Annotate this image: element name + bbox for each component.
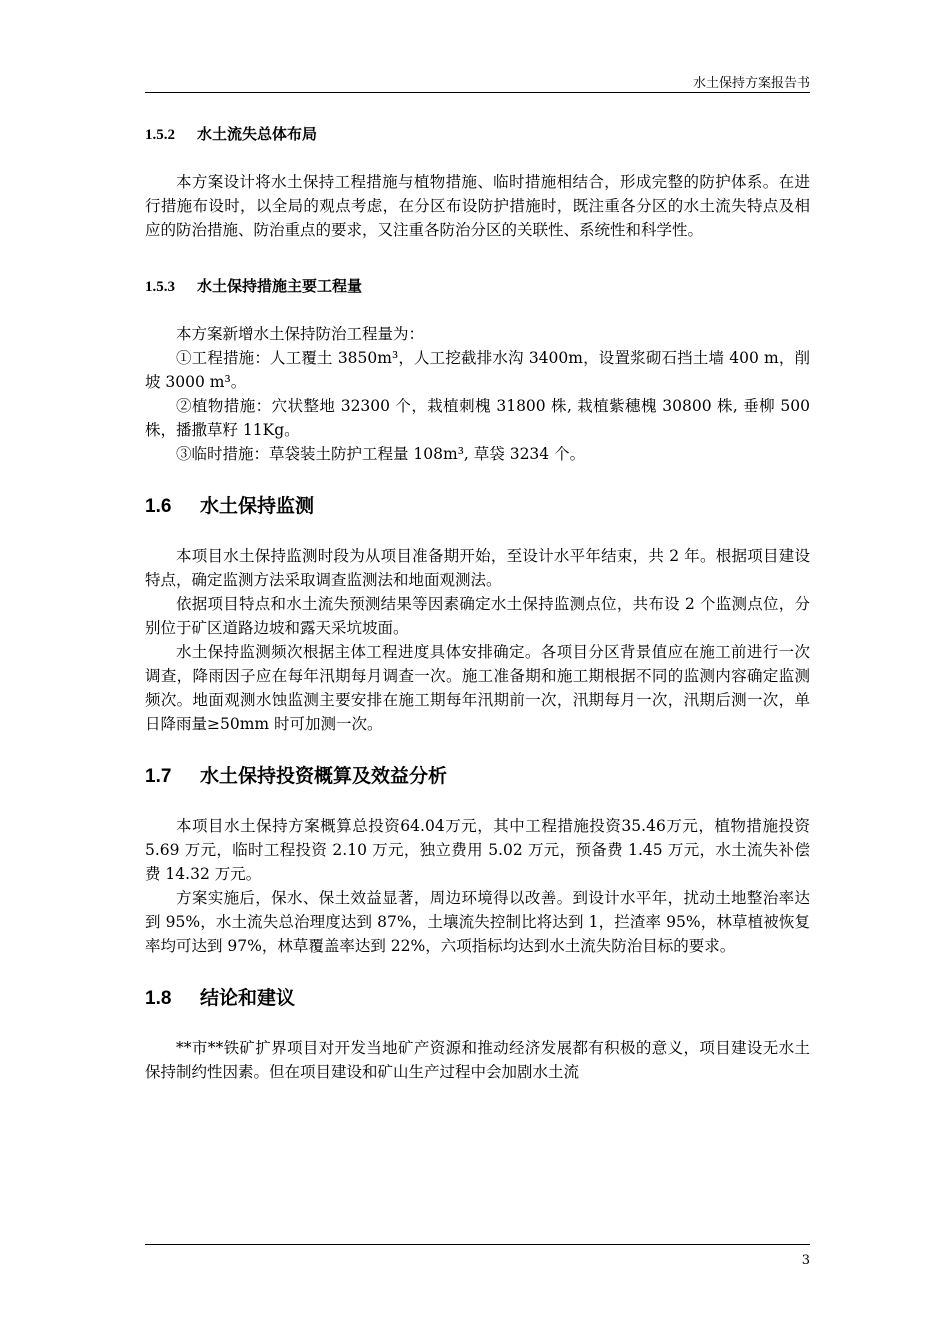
heading-number: 1.7: [145, 766, 172, 787]
page-number: 3: [801, 1253, 810, 1268]
heading-title: 水土流失总体布局: [197, 125, 318, 143]
document-body: [145, 120, 810, 1084]
paragraph: 水土保持监测频次根据主体工程进度具体安排确定。各项目分区背景值应在施工前进行一次调查，降雨因子应在每年汛期每月调查一次。施工准备期和施工期根据不同的监测内容确定监测频次。地面观测水蚀监测主要安排在施工期每年汛期前一次，汛期每月一次，汛期后测一次，单日降雨量≥50mm 时可加测一次。: [145, 643, 810, 733]
heading-1-7: [145, 762, 810, 792]
paragraph: 方案实施后，保水、保土效益显著，周边环境得以改善。到设计水平年，扰动土地整治率达到 95%，水土流失总治理度达到 87%，土壤流失控制比将达到 1，拦渣率 95%，林草植被恢复率均可达到 97%，林草覆盖率达到 22%，六项指标均达到水土流失防治目标的要求。: [145, 889, 810, 955]
heading-title: 水土保持投资概算及效益分析: [200, 766, 448, 787]
list-item: ①工程措施：人工覆土 3850m³，人工挖截排水沟 3400m，设置浆砌石挡土墙 400 m，削坡 3000 m³。: [145, 349, 810, 391]
heading-number: 1.5.3: [145, 279, 175, 295]
page-header: [145, 70, 810, 93]
paragraph: 本项目水土保持监测时段为从项目准备期开始，至设计水平年结束，共 2 年。根据项目建设特点，确定监测方法采取调查监测法和地面观测法。: [145, 547, 810, 589]
heading-1-5-2: [145, 120, 810, 148]
header-title: 水土保持方案报告书: [692, 76, 810, 91]
heading-1-5-3: [145, 272, 810, 300]
heading-number: 1.6: [145, 496, 172, 517]
paragraph: 本项目水土保持方案概算总投资64.04万元，其中工程措施投资35.46万元，植物措施投资 5.69 万元，临时工程投资 2.10 万元，独立费用 5.02 万元，预备费 1.45 万元，水土流失补偿费 14.32 万元。: [145, 817, 810, 883]
paragraph: 本方案新增水土保持防治工程量为：: [176, 325, 425, 343]
heading-title: 结论和建议: [200, 988, 296, 1009]
heading-title: 水土保持监测: [200, 496, 315, 517]
heading-1-6: [145, 492, 810, 522]
heading-number: 1.5.2: [145, 127, 175, 143]
heading-number: 1.8: [145, 988, 172, 1009]
page-footer: [145, 1244, 810, 1268]
paragraph: **市**铁矿扩界项目对开发当地矿产资源和推动经济发展都有积极的意义，项目建设无水土保持制约性因素。但在项目建设和矿山生产过程中会加剧水土流: [145, 1039, 810, 1081]
paragraph: 依据项目特点和水土流失预测结果等因素确定水土保持监测点位，共布设 2 个监测点位，分别位于矿区道路边坡和露天采坑坡面。: [145, 595, 810, 637]
list-item: ③临时措施：草袋装土防护工程量 108m³, 草袋 3234 个。: [176, 445, 586, 463]
heading-title: 水土保持措施主要工程量: [197, 277, 363, 295]
paragraph: 本方案设计将水土保持工程措施与植物措施、临时措施相结合，形成完整的防护体系。在进行措施布设时，以全局的观点考虑，在分区布设防护措施时，既注重各分区的水土流失特点及相应的防治措施、防治重点的要求，又注重各防治分区的关联性、系统性和科学性。: [145, 173, 810, 239]
heading-1-8: [145, 984, 810, 1014]
list-item: ②植物措施：穴状整地 32300 个，栽植刺槐 31800 株, 栽植紫穗槐 30800 株, 垂柳 500 株，播撒草籽 11Kg。: [145, 397, 810, 439]
